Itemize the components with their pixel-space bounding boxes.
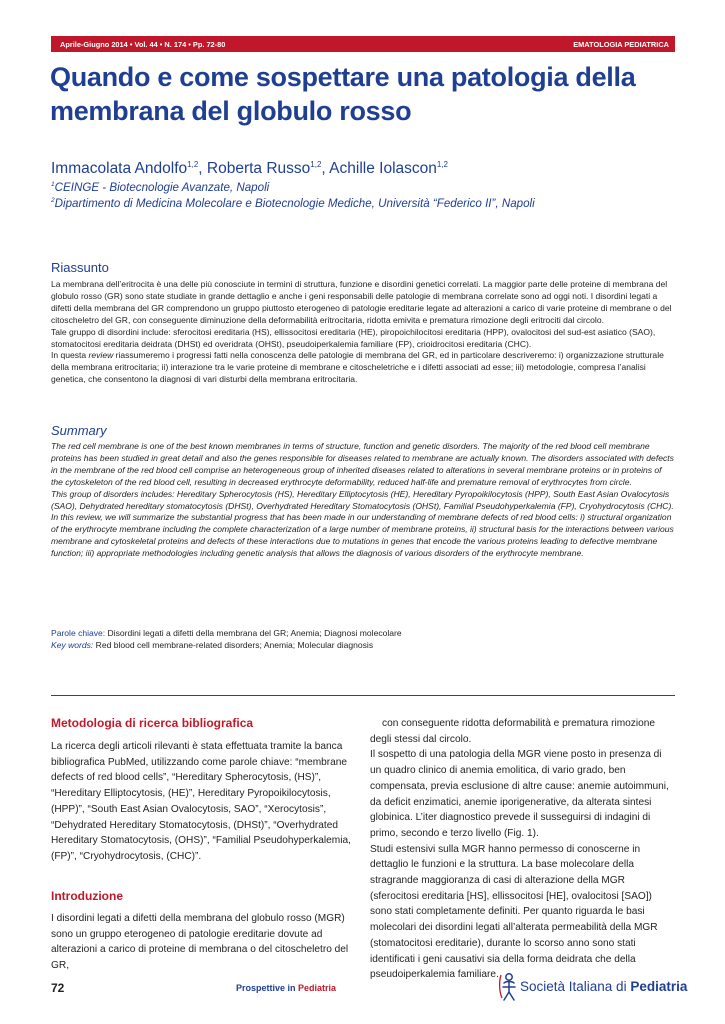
author-affiliation-ref: 1,2 [436,160,448,169]
affiliation-number: 1 [51,181,55,189]
affiliation-text: CEINGE - Biotecnologie Avanzate, Napoli [54,181,270,194]
methodology-text [51,739,354,865]
body-paragraph: Il sospetto di una patologia della MGR viene posto in presenza di un quadro clinico di anemia emolitica, di vario grado, ben compensata, previa esclusione di altre cause: anemie autoimmuni, da deficit enzimatici, anemie iporigenerative, da alterata sintesi globinica. L’iter diagnostico prevede il susseguirsi di indagini di primo, secondo e terzo livello (Fig. 1). [370,749,669,839]
body-paragraph: I disordini legati a difetti della membrana del globulo rosso (MGR) sono un gruppo eterogeneo di patologie ereditarie dovute ad alterazioni a carico di proteine di membrana o del citoscheletro del GR, [51,913,349,972]
affiliation-2 [51,197,535,210]
riassunto-paragraph: Tale gruppo di disordini include: sferocitosi ereditaria (HS), ellissocitosi ereditaria (HE), piropoichilocitosi ereditaria (HPP), ovalocitosi del sud-est asiatico (SAO), stomatocitosi ereditaria deidrata (DHSt) ed overidrata (OHSt), pseudoiperkalemia familiare (FP), crioidrocitosi ereditaria (CHC). [51,326,656,349]
right-column-text [370,716,673,983]
author-affiliation-ref: 1,2 [310,160,322,169]
keywords-text: Red blood cell membrane-related disorders; Anemia; Molecular diagnosis [95,640,374,650]
society-name-part: Società Italiana di [520,979,631,994]
issue-info: Aprile-Giugno 2014 • Vol. 44 • N. 174 • Pp. 72-80 [60,40,226,49]
body-paragraph: La ricerca degli articoli rilevanti è stata effettuata tramite la banca bibliografica PubMed, utilizzando come parole chiave: “membrane defects of red blood cells”, “Hereditary Spherocytosis, (HS)”, “Hereditary Elliptocytosis, (HE)”, Hereditary Pyropoikilocytosis, (HPP)”, “South East Asian Ovalocytosis, SAO”, “Xerocytosis”, “Dehydrated Hereditary Stomatocytosis, (DHSt)”, “Overhydrated Hereditary Stomatocytosis, (OHS)”, “Familial Pseudohyperkalemia, (FP)”, “Cryohydrocytosis, (CHC)”. [51,741,351,862]
author-name: Roberta Russo [206,160,311,178]
keywords-label: Parole chiave: [51,628,106,638]
text-run: riassumeremo i progressi fatti nella conoscenza delle patologie di membrana del GR, ed in particolare descriveremo: i) organizzazione strutturale della membrana eritrocitaria; ii) interazione tra le varie proteine di membrane e citoscheletriche e i difetti associati ad esse; iii) metodologie, compresa l’analisi genetica, che consentono la diagnosi di vari disturbi della membrana eritrocitaria. [51,350,664,385]
methodology-heading: Metodologia di ricerca bibliografica [51,716,254,730]
journal-name-part: Pediatria [298,983,337,993]
section-divider [51,695,675,696]
keywords-label: Key words: [51,640,94,650]
introduction-text [51,911,354,974]
article-title: Quando e come sospettare una patologia della membrana del globulo rosso [50,62,636,126]
author-separator: , [321,160,330,178]
introduction-heading: Introduzione [51,889,123,903]
journal-name [236,983,336,993]
summary-body [51,441,675,560]
riassunto-paragraph [51,350,675,386]
summary-heading: Summary [51,423,107,438]
society-name [520,979,687,994]
riassunto-paragraph: La membrana dell’eritrocita è una delle più conosciute in termini di struttura, funzione e disordini genetici correlati. La maggior parte delle proteine di membrana del globulo rosso (GR) sono state studiate in grande dettaglio e anche i geni responsabili delle patologie di membrana correlate sono ad oggi noti. I disordini legati a difetti della membrana del GR comprendono un gruppo piuttosto eterogeneo di patologie ereditarie legate ad alterazioni a carico di varie proteine di membrane o del citoscheletro del GR, con conseguente diminuzione della deformabilità eritrocitaria, ridotta emivita e prematura rimozione degli eritrociti dal circolo. [51,279,672,325]
keywords-english [51,640,373,650]
summary-paragraph: In this review, we will summarize the substantial progress that has been made in our understanding of membrane defects of red blood cells: i) structural organization of the erythrocyte membrane including the complete characterization of a large number of membrane proteins, ii) structural basis for the interactions between various membrane and cytoskeletal proteins and defects of these interactions due to mutations in genes that encode the various proteins leading to defective membrane function; iii) appropriate methodologies including genetic analysis that allows the diagnosis of various disorders of the erythrocyte membrane. [51,512,674,559]
header-bar [51,36,675,52]
journal-name-part: Prospettive in [236,983,299,993]
summary-paragraph: The red cell membrane is one of the best known membranes in terms of structure, function and genetic disorders. The majority of the red blood cell membrane proteins has been studied in great detail and also the genes responsible for diseases related to membrane are actually known. The disorders associated with defects in the membrane of the red blood cell comprise an heterogeneous group of inherited diseases related to alterations in several membrane proteins or in proteins of the cytoskeleton of the red blood cell, resulting in decreased erythrocyte deformability, reduced half-life and premature removal of erythrocytes from circle. [51,441,674,487]
keywords-italian [51,628,402,638]
child-figure-icon [498,971,520,1003]
affiliation-1 [51,181,269,194]
society-logo [498,970,688,1004]
author-affiliation-ref: 1,2 [187,160,199,169]
page-number: 72 [51,981,65,995]
riassunto-body [51,279,675,386]
text-run: In questa [51,350,89,361]
text-run: review [88,350,114,361]
author-name: Immacolata Andolfo [51,160,188,178]
society-name-part: Pediatria [630,979,688,994]
affiliation-number: 2 [51,197,55,205]
summary-paragraph: This group of disorders includes: Hereditary Spherocytosis (HS), Hereditary Elliptocytosis (HE), Hereditary Pyropoikilocytosis (HPP), South East Asian Ovalocytosis (SAO), Dehydrated hereditary stomatocytosis (DHSt), Overhydrated Hereditary Stomatocytosis (OHSt), Familial Pseudohyperkalemia (FP), Cryohydrocytosis (CHC). [51,488,674,511]
author-name: Achille Iolascon [329,160,437,178]
author-list [51,160,448,178]
body-paragraph: Studi estensivi sulla MGR hanno permesso di conoscerne in dettaglio le funzioni e la struttura. La base molecolare della stragrande maggioranza di casi di alterazione della MGR (sferocitosi ereditaria [HS], ellissocitosi [HE], ovalocitosi [SAO]) sono stati completamente definiti. Per quanto riguarda le basi molecolari dei disordini legati all’alterata permeabilità della MGR (stomatocitosi ereditarie), durante lo scorso anno sono stati identificati i geni causativi sia della forma deidrata che della pseudoiperkalemia familiare. [370,843,658,981]
riassunto-heading: Riassunto [51,260,109,275]
body-paragraph: con conseguente ridotta deformabilità e prematura rimozione degli stessi dal circolo. [370,718,655,745]
keywords-text: Disordini legati a difetti della membrana del GR; Anemia; Diagnosi molecolare [107,628,402,638]
author-separator: , [198,160,207,178]
section-label: EMATOLOGIA PEDIATRICA [573,40,669,49]
affiliation-text: Dipartimento di Medicina Molecolare e Biotecnologie Mediche, Università “Federico II”, Napoli [54,197,535,210]
